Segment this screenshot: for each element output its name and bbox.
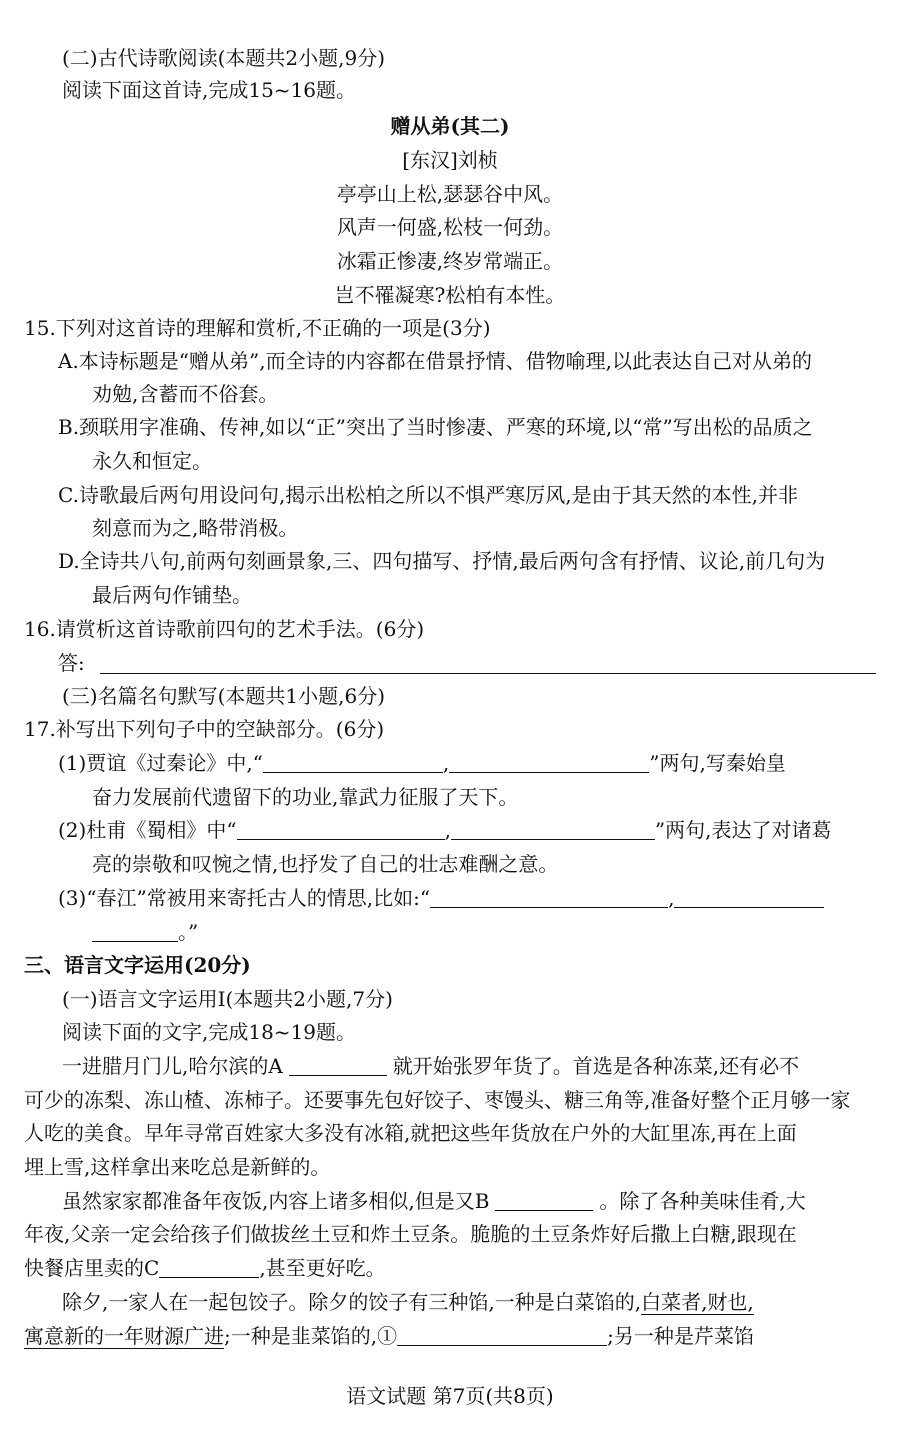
page-footer: 语文试题 第7页(共8页) (346, 1384, 554, 1408)
q15-option-a-line2: 劝勉,含蓄而不俗套。 (92, 382, 279, 406)
q15-option-b-line1: B.颈联用字准确、传神,如以“正”突出了当时惨凄、严寒的环境,以“常”写出松的品质之 (58, 415, 813, 439)
passage-line-9 (24, 1322, 754, 1350)
blank-a[interactable] (289, 1055, 387, 1076)
q17-part1-comma: , (442, 751, 450, 775)
q15-option-a-line1: A.本诗标题是“赠从弟”,而全诗的内容都在借景抒情、借物喻理,以此表达自己对从弟的 (58, 349, 812, 373)
question-15-stem: 15.下列对这首诗的理解和赏析,不正确的一项是(3分) (24, 316, 491, 340)
passage-line-9-text: ;一种是韭菜馅的,① (224, 1324, 398, 1348)
passage-line-8-text: 除夕,一家人在一起包饺子。除夕的饺子有三种馅,一种是白菜馅的, (62, 1290, 642, 1314)
poem-line-1: 亭亭山上松,瑟瑟谷中风。 (336, 182, 564, 206)
blank-b[interactable] (495, 1190, 593, 1211)
poem-author: [东汉]刘桢 (402, 148, 498, 172)
q17-part1-prefix: (1)贾谊《过秦论》中,“ (58, 751, 263, 775)
blank-1[interactable] (397, 1325, 607, 1346)
q17-part3-line1 (58, 884, 824, 912)
q15-option-b-line2: 永久和恒定。 (92, 449, 212, 473)
q16-answer-label: 答: (58, 651, 85, 675)
passage-line-9-end: ;另一种是芹菜馅 (607, 1324, 754, 1348)
passage-line-7-after-blank: ,甚至更好吃。 (259, 1256, 386, 1280)
q17-part1-blank-b[interactable] (449, 752, 649, 773)
language-use-1-instruction: 阅读下面的文字,完成18~19题。 (62, 1020, 357, 1044)
poem-title: 赠从弟(其二) (390, 114, 510, 138)
q17-part1-blank-a[interactable] (263, 752, 443, 773)
language-use-1-title: (一)语言文字运用Ⅰ(本题共2小题,7分) (62, 987, 393, 1011)
section-2-instruction: 阅读下面这首诗,完成15~16题。 (62, 78, 357, 102)
q17-part3-blank-b[interactable] (674, 887, 824, 908)
passage-line-7 (24, 1254, 386, 1282)
q17-part1-suffix: ”两句,写秦始皇 (649, 751, 786, 775)
q15-option-d-line1: D.全诗共八句,前两句刻画景象,三、四句描写、抒情,最后两句含有抒情、议论,前几句为 (58, 549, 826, 573)
underlined-phrase-2: 寓意新的一年财源广进 (24, 1324, 224, 1348)
q17-part2-line1 (58, 816, 832, 844)
q17-part2-comma: , (444, 818, 451, 842)
poem-line-4: 岂不罹凝寒?松柏有本性。 (334, 283, 566, 307)
passage-line-5-after-blank: 。除了各种美味佳肴,大 (599, 1189, 806, 1213)
passage-line-4: 埋上雪,这样拿出来吃总是新鲜的。 (24, 1155, 331, 1179)
q17-part3-blank-a[interactable] (430, 887, 668, 908)
q17-part2-blank-b[interactable] (451, 819, 655, 840)
q17-part2-suffix: ”两句,表达了对诸葛 (654, 818, 832, 842)
passage-line-5 (62, 1187, 806, 1215)
q17-part3-comma: , (668, 886, 675, 910)
q17-part2-blank-a[interactable] (237, 819, 445, 840)
passage-line-8 (62, 1288, 754, 1316)
poem-line-2: 风声一何盛,松枝一何劲。 (336, 215, 564, 239)
passage-line-6: 年夜,父亲一定会给孩子们做拔丝土豆和炸土豆条。脆脆的土豆条炸好后撒上白糖,跟现在 (24, 1222, 797, 1246)
passage-line-1 (62, 1052, 799, 1080)
section-3-title: (三)名篇名句默写(本题共1小题,6分) (62, 684, 386, 708)
q15-option-c-line1: C.诗歌最后两句用设问句,揭示出松柏之所以不惧严寒厉风,是由于其天然的本性,并非 (58, 483, 799, 507)
passage-line-2: 可少的冻梨、冻山楂、冻柿子。还要事先包好饺子、枣馒头、糖三角等,准备好整个正月够一家 (24, 1088, 851, 1112)
q17-part2-prefix: (2)杜甫《蜀相》中“ (58, 818, 237, 842)
q16-answer-line[interactable] (100, 653, 876, 674)
underlined-phrase-1: 白菜者,财也, (641, 1290, 754, 1314)
passage-line-3: 人吃的美食。早年寻常百姓家大多没有冰箱,就把这些年货放在户外的大缸里冻,再在上面 (24, 1121, 797, 1145)
blank-c[interactable] (159, 1257, 259, 1278)
q17-part1-line1 (58, 749, 786, 777)
q17-part3-blank-c[interactable] (92, 921, 178, 942)
passage-line-1-before-blank: 一进腊月门儿,哈尔滨的A (62, 1054, 283, 1078)
passage-line-7-before-blank: 快餐店里卖的C (24, 1256, 160, 1280)
passage-line-1-after-blank: 就开始张罗年货了。首选是各种冻菜,还有必不 (392, 1054, 800, 1078)
section-2-title: (二)古代诗歌阅读(本题共2小题,9分) (62, 46, 386, 70)
poem-line-3: 冰霜正惨凄,终岁常端正。 (336, 249, 564, 273)
q17-part3-suffix: 。” (178, 920, 199, 944)
q17-part1-line2: 奋力发展前代遗留下的功业,靠武力征服了天下。 (92, 785, 519, 809)
q17-part3-prefix: (3)“春江”常被用来寄托古人的情思,比如:“ (58, 886, 431, 910)
q17-part3-line2 (92, 918, 198, 946)
q15-option-d-line2: 最后两句作铺垫。 (92, 583, 252, 607)
q15-option-c-line2: 刻意而为之,略带消极。 (92, 516, 299, 540)
question-17-stem: 17.补写出下列句子中的空缺部分。(6分) (24, 717, 385, 741)
question-16-stem: 16.请赏析这首诗歌前四句的艺术手法。(6分) (24, 617, 425, 641)
q17-part2-line2: 亮的崇敬和叹惋之情,也抒发了自己的壮志难酬之意。 (92, 852, 559, 876)
passage-line-5-before-blank: 虽然家家都准备年夜饭,内容上诸多相似,但是又B (62, 1189, 490, 1213)
part-3-title: 三、语言文字运用(20分) (24, 953, 251, 977)
